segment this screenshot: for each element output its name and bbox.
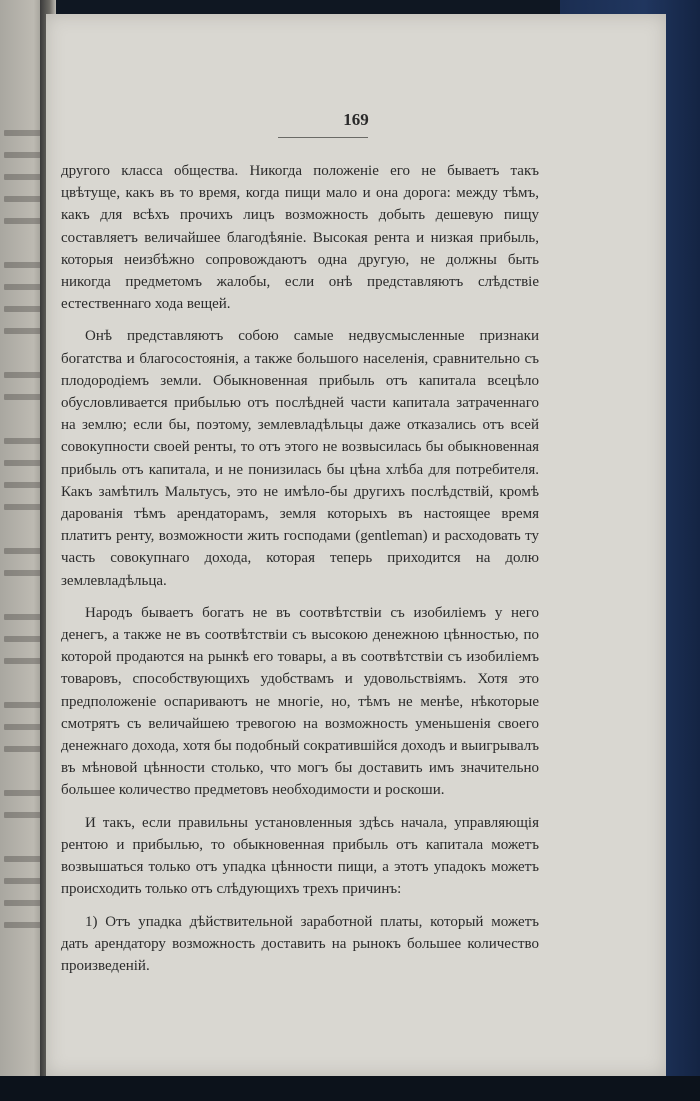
page-body — [61, 160, 539, 987]
paragraph: Онѣ представляютъ собою самые недвусмысленные признаки богатства и благосостоянiя, а также большого населенiя, сравнительно съ плодородiемъ земли. Обыкновенная прибыль отъ капитала всецѣло обусловливается прибылью отъ послѣдней части капитала затраченнаго на землю; если бы, поэтому, землевладѣльцы даже отказались отъ всей совокупности своей ренты, то отъ этого не возвысилась бы обыкновенная прибыль отъ капитала, и не понизилась бы цѣна хлѣба для потребителя. Какъ замѣтилъ Мальтусъ, это не имѣло-бы другихъ послѣдствiй, кромѣ дарованiя тѣмъ арендаторамъ, земля которыхъ въ настоящее время платитъ ренту, возможности жить господами (gentleman) и расходовать ту часть совокупнаго дохода, которая теперь приходится на долю землевладѣльца. — [61, 328, 539, 589]
book-page — [46, 14, 666, 1076]
paragraph: Народъ бываетъ богатъ не въ соотвѣтствiи съ изобилiемъ у него денегъ, а также не въ соотвѣтствiи съ высокою денежною цѣнностью, по которой продаются на рынкѣ его товары, а въ соотвѣтствiи съ изобилiемъ товаровъ, способствующихъ удобствамъ и удовольствiямъ. Хотя это предположенiе оспариваютъ не многiе, но, тѣмъ не менѣе, нѣкоторые смотрятъ съ величайшею тревогою на возможность уменьшенiя своего денежнаго дохода, хотя бы подобный сократившiйся доходъ и выигрывалъ въ мѣновой цѣнности столько, что могъ бы доставить имъ значительно большее количество предметовъ необходимости и роскоши. — [61, 604, 539, 799]
bottom-shadow — [0, 1076, 700, 1101]
page-number-rule — [278, 137, 368, 138]
paragraph: другого класса общества. Никогда положенiе его не бываетъ такъ цвѣтуще, какъ въ то время, когда пищи мало и она дорога: между тѣмъ, какъ для всѣхъ прочихъ лицъ возможность добыть дешевую пищу составляетъ величайшее благодѣянiе. Высокая рента и низкая прибыль, которыя неизбѣжно сопровождаютъ одна другую, не должны быть никогда предметомъ жалобы, если онѣ представляютъ слѣдствiе естественнаго хода вещей. — [61, 163, 539, 313]
list-item: 1) Отъ упадка дѣйствительной заработной платы, который можетъ дать арендатору возможность доставить на рынокъ большее количество произведенiй. — [61, 913, 539, 974]
paragraph: И такъ, если правильны установленныя здѣсь начала, управляющiя рентою и прибылью, то обыкновенная прибыль отъ капитала можетъ возвышаться только отъ упадка цѣнности пищи, а этотъ упадокъ можетъ происходить только отъ слѣдующихъ трехъ причинъ: — [61, 814, 539, 898]
page-number: 169 — [343, 110, 369, 129]
